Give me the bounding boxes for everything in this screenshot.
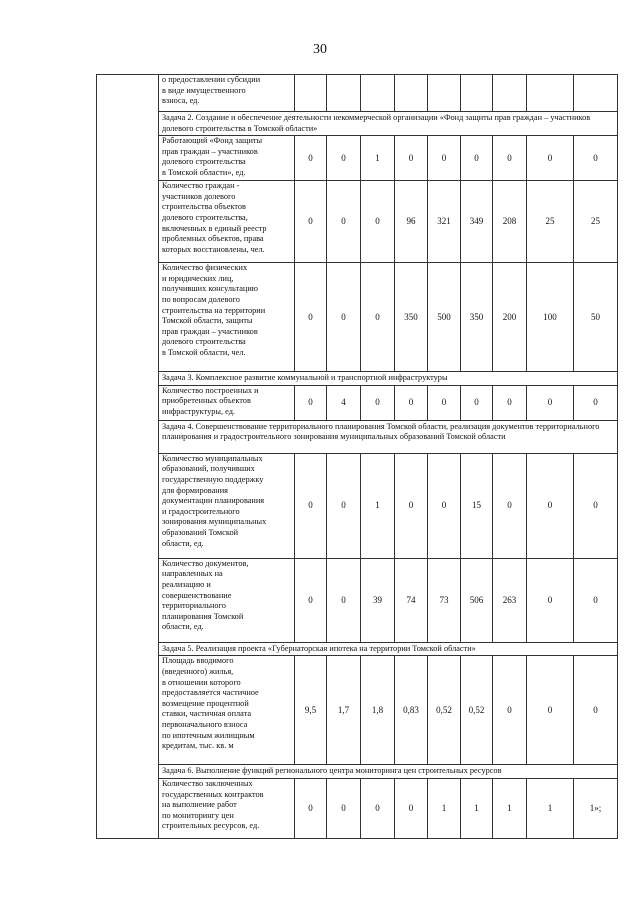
value-cell: 500 [428,263,461,372]
value-cell [361,75,395,112]
value-cell: 0 [395,778,428,838]
value-cell: 0,83 [395,656,428,765]
value-cell [574,75,618,112]
value-cell [461,75,493,112]
indicator-label: Количество заключенных государственных контрактов на выполнение работ по мониторингу цен строительных ресурсов, ед. [159,778,295,838]
value-cell: 0 [493,385,527,420]
value-cell: 350 [395,263,428,372]
value-cell: 0 [527,656,574,765]
value-cell: 25 [574,181,618,263]
value-cell: 0 [327,778,361,838]
value-cell: 0 [527,453,574,558]
indicator-label: Площадь вводимого (введенного) жилья, в отношении которого предоставляется частичное возмещение процентной ставки, частичная оплата первоначального взноса по ипотечным жилищным кредитам, тыс. кв. м [159,656,295,765]
value-cell: 0 [295,385,327,420]
task-row [97,420,618,453]
indicator-label: Работающий «Фонд защиты прав граждан – участников долевого строительства в Томской области», ед. [159,136,295,181]
value-cell: 96 [395,181,428,263]
task-row [97,765,618,779]
indicator-row [97,263,618,372]
value-cell: 0 [395,385,428,420]
indicator-row [97,75,618,112]
value-cell: 74 [395,558,428,642]
value-cell: 0 [574,558,618,642]
value-cell: 0 [527,558,574,642]
page-number: 30 [313,42,327,57]
value-cell: 0 [395,136,428,181]
left-merged-cell [97,75,159,839]
value-cell [395,75,428,112]
value-cell: 0 [295,778,327,838]
value-cell: 0 [361,385,395,420]
value-cell: 50 [574,263,618,372]
value-cell: 0 [327,263,361,372]
indicator-row [97,136,618,181]
value-cell: 506 [461,558,493,642]
task-header: Задача 5. Реализация проекта «Губернаторская ипотека на территории Томской области» [159,642,618,656]
value-cell: 349 [461,181,493,263]
value-cell: 39 [361,558,395,642]
value-cell [327,75,361,112]
value-cell: 0 [295,136,327,181]
value-cell [295,75,327,112]
value-cell: 0 [327,558,361,642]
indicator-label: Количество граждан - участников долевого строительства объектов долевого строительства, включенных в единый реестр проблемных объектов, права которых восстановлены, чел. [159,181,295,263]
value-cell: 0,52 [428,656,461,765]
value-cell: 1»; [574,778,618,838]
value-cell: 1 [461,778,493,838]
value-cell: 100 [527,263,574,372]
value-cell: 0 [527,385,574,420]
value-cell: 0 [527,136,574,181]
indicator-row [97,656,618,765]
task-header: Задача 4. Совершенствование территориального планирования Томской области, реализация документов территориального планирования и градостроительного зонирования муниципальных образований Томской области [159,420,618,453]
value-cell: 0 [361,778,395,838]
indicator-label: о предоставлении субсидии в виде имущественного взноса, ед. [159,75,295,112]
value-cell: 0 [493,453,527,558]
indicator-label: Количество муниципальных образований, получивших государственную поддержку для формирования документации планирования и градостроительного зонирования муниципальных образований Томской области, ед. [159,453,295,558]
value-cell: 0 [327,453,361,558]
value-cell: 0 [428,136,461,181]
indicator-row [97,181,618,263]
indicator-label: Количество построенных и приобретенных объектов инфраструктуры, ед. [159,385,295,420]
indicator-row [97,558,618,642]
value-cell [527,75,574,112]
value-cell: 1 [428,778,461,838]
value-cell: 0 [574,453,618,558]
indicator-row [97,778,618,838]
value-cell: 1,8 [361,656,395,765]
value-cell [493,75,527,112]
value-cell: 0 [295,263,327,372]
value-cell: 0 [461,136,493,181]
value-cell: 9,5 [295,656,327,765]
value-cell: 0 [428,453,461,558]
value-cell: 0 [295,558,327,642]
value-cell: 1 [527,778,574,838]
value-cell: 0 [461,385,493,420]
value-cell: 0 [493,136,527,181]
task-row [97,112,618,136]
value-cell: 0 [327,181,361,263]
value-cell: 0,52 [461,656,493,765]
indicator-row [97,453,618,558]
value-cell: 0 [395,453,428,558]
value-cell: 0 [574,136,618,181]
task-header: Задача 3. Комплексное развитие коммунальной и транспортной инфраструктуры [159,372,618,386]
value-cell: 321 [428,181,461,263]
value-cell: 0 [493,656,527,765]
value-cell: 0 [574,656,618,765]
value-cell: 200 [493,263,527,372]
value-cell: 25 [527,181,574,263]
value-cell: 263 [493,558,527,642]
task-header: Задача 2. Создание и обеспечение деятельности некоммерческой организации «Фонд защиты прав граждан – участников долевого строительства в Томской области» [159,112,618,136]
task-row [97,372,618,386]
value-cell: 0 [361,263,395,372]
value-cell: 0 [327,136,361,181]
indicators-table [96,74,618,839]
value-cell: 1 [493,778,527,838]
value-cell: 208 [493,181,527,263]
value-cell: 0 [295,181,327,263]
value-cell: 1 [361,453,395,558]
value-cell: 1,7 [327,656,361,765]
indicator-row [97,385,618,420]
indicator-label: Количество документов, направленных на реализацию и совершенствование территориального планирования Томской области, ед. [159,558,295,642]
task-row [97,642,618,656]
value-cell: 15 [461,453,493,558]
value-cell: 350 [461,263,493,372]
value-cell: 4 [327,385,361,420]
value-cell: 1 [361,136,395,181]
value-cell: 0 [574,385,618,420]
value-cell: 0 [428,385,461,420]
indicator-label: Количество физических и юридических лиц, получивших консультацию по вопросам долевого строительства на территории Томской области, защиты прав граждан – участников долевого строительства в Томской области, чел. [159,263,295,372]
value-cell [428,75,461,112]
value-cell: 0 [295,453,327,558]
task-header: Задача 6. Выполнение функций регионального центра мониторинга цен строительных ресурсов [159,765,618,779]
value-cell: 0 [361,181,395,263]
closing-quote-mark: »; [594,803,602,814]
value-cell: 73 [428,558,461,642]
